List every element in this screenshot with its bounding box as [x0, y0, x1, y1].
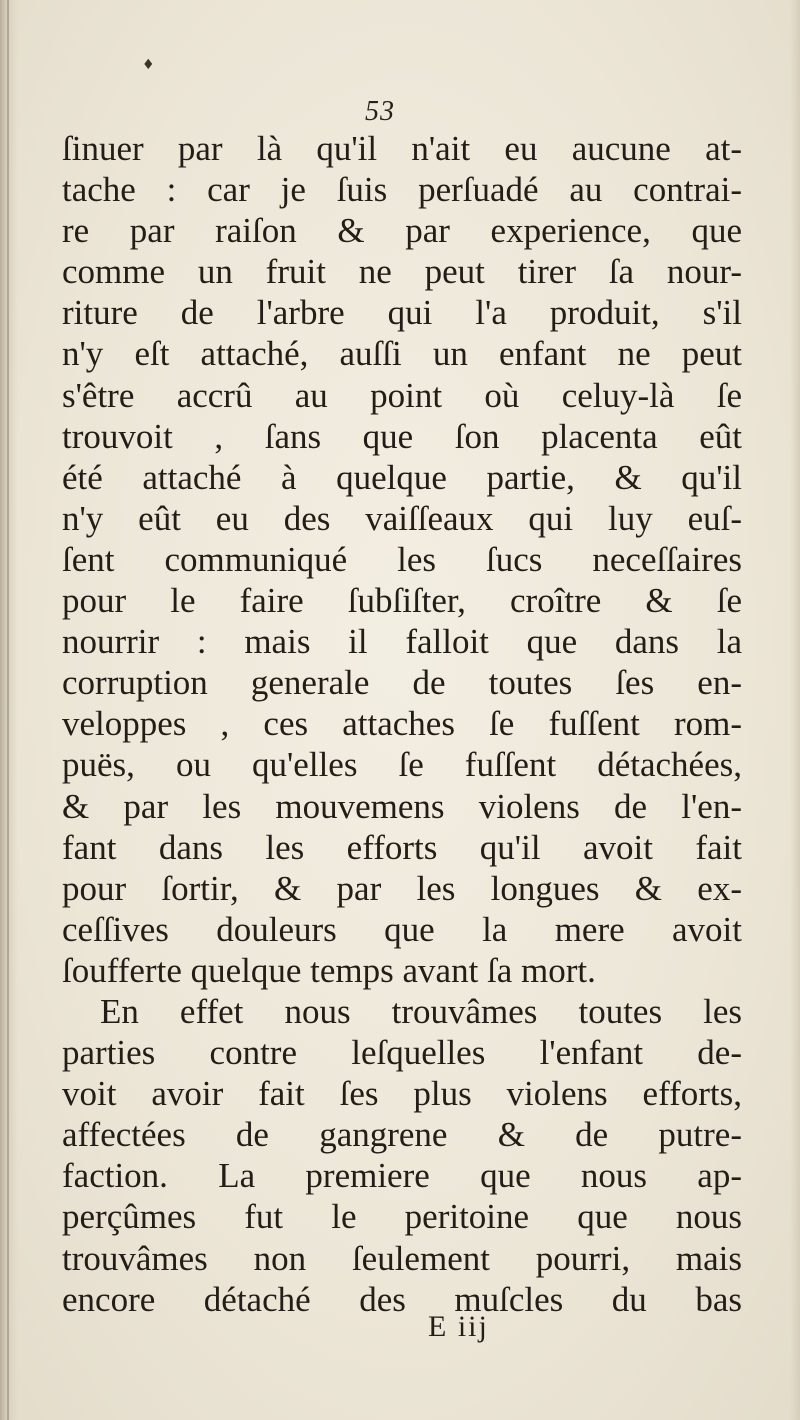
text-line: tache : car je ſuis perſuadé au contrai-	[62, 170, 742, 210]
text-line: affectées de gangrene & de putre-	[62, 1115, 742, 1155]
text-line: ſoufferte quelque temps avant ſa mort.	[62, 950, 596, 990]
text-line: nourrir : mais il falloit que dans la	[62, 622, 742, 662]
text-line: ceſſives douleurs que la mere avoit	[62, 909, 742, 949]
text-line: trouvoit , ſans que ſon placenta eût	[62, 416, 742, 456]
text-line: n'y eſt attaché, auſſi un enfant ne peut	[62, 334, 742, 374]
text-line: puës, ou qu'elles ſe fuſſent détachées,	[62, 745, 742, 785]
text-line: perçûmes fut le peritoine que nous	[62, 1197, 742, 1237]
body-text	[62, 128, 742, 1320]
text-line: comme un fruit ne peut tirer ſa nour-	[62, 252, 742, 292]
text-line: ſent communiqué les ſucs neceſſaires	[62, 539, 742, 579]
text-line: n'y eût eu des vaiſſeaux qui luy euſ-	[62, 498, 742, 538]
text-line: corruption generale de toutes ſes en-	[62, 663, 742, 703]
text-line: fant dans les efforts qu'il avoit fait	[62, 827, 742, 867]
signature-mark: E iij	[428, 1310, 489, 1343]
text-line: En effet nous trouvâmes toutes les	[100, 991, 742, 1031]
text-line: re par raiſon & par experience, que	[62, 211, 742, 251]
gutter-shadow	[0, 0, 18, 1420]
text-line: encore détaché des muſcles du bas	[62, 1279, 742, 1319]
text-line: veloppes , ces attaches ſe fuſſent rom-	[62, 704, 742, 744]
text-line: & par les mouvemens violens de l'en-	[62, 786, 742, 826]
page-edge	[790, 0, 800, 1420]
text-line: pour ſortir, & par les longues & ex-	[62, 868, 742, 908]
gutter-line	[7, 0, 9, 1420]
text-line: parties contre leſquelles l'enfant de-	[62, 1033, 742, 1073]
text-line: s'être accrû au point où celuy-là ſe	[62, 375, 742, 415]
text-line: riture de l'arbre qui l'a produit, s'il	[62, 293, 742, 333]
page-number: 53	[365, 96, 395, 127]
text-line: ſinuer par là qu'il n'ait eu aucune at-	[62, 129, 742, 168]
text-line: été attaché à quelque partie, & qu'il	[62, 457, 742, 497]
text-line: voit avoir fait ſes plus violens efforts,	[62, 1074, 742, 1114]
text-line: faction. La premiere que nous ap-	[62, 1156, 742, 1196]
text-line: trouvâmes non ſeulement pourri, mais	[62, 1238, 742, 1278]
text-line: pour le faire ſubſiſter, croître & ſe	[62, 581, 742, 621]
ink-speck: ♦	[142, 57, 155, 73]
